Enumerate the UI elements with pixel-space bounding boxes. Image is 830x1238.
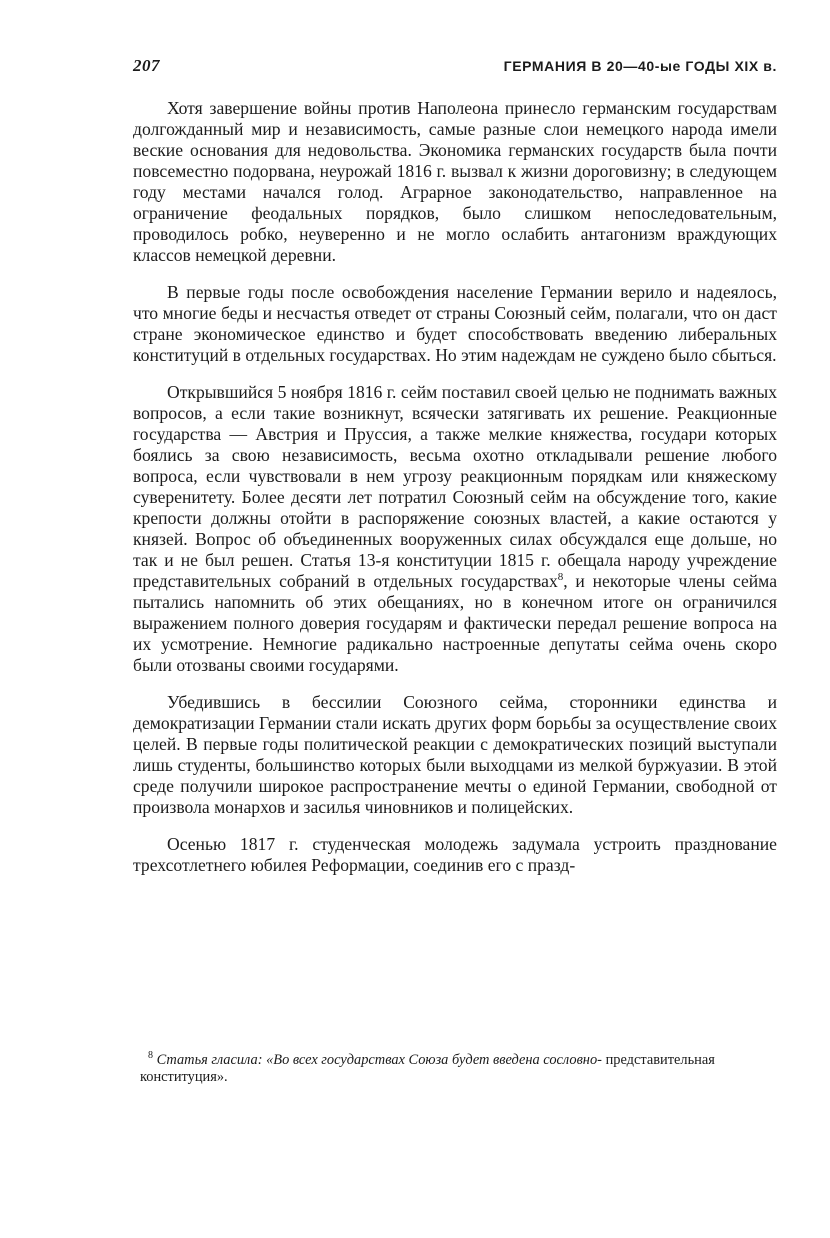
main-text (133, 98, 777, 892)
paragraph-5: Осенью 1817 г. студенческая молодежь задумала устроить празднование трехсотлетнего юбилея Реформации, соединив его с празд- (133, 834, 777, 875)
running-head: ГЕРМАНИЯ В 20—40-ые ГОДЫ XIX в. (503, 58, 777, 74)
paragraph-2: В первые годы после освобождения население Германии верило и надеялось, что многие беды и несчастья отведет от страны Союзный сейм, полагали, что он даст стране экономическое единство и будет способствовать введению либеральных конституций в отдельных государствах. Но этим надеждам не суждено было сбыться. (133, 282, 777, 365)
paragraph-3-part-1: Открывшийся 5 ноября 1816 г. сейм поставил своей целью не поднимать важных вопросов, а если такие возникнут, всячески затягивать их решение. Реакционные государства — Австрия и Пруссия, а также мелкие княжества, государи которых боялись за свою независимость, весьма охотно откладывали решение любого вопроса, если чувствовали в нем угрозу реакционным порядкам или княжескому суверенитету. Более десяти лет потратил Союзный сейм на обсуждение того, какие крепости должны отойти в распоряжение союзных властей, а какие остаются у князей. Вопрос об объединенных вооруженных силах обсуждался еще дольше, но так и не был решен. Статья 13-я конституции 1815 г. обещала народу учреждение представительных собраний в отдельных государствах (133, 382, 777, 591)
footnote (140, 1047, 776, 1087)
page-header (133, 56, 777, 82)
footnote-reference: 8 (557, 571, 564, 584)
paragraph-1: Хотя завершение войны против Наполеона принесло германским государствам долгожданный мир и независимость, самые разные слои немецкого народа имели веские основания для недовольства. Экономика германских государств была почти повсеместно подорвана, неурожай 1816 г. вызвал к жизни дороговизну; в следующем году местами начался голод. Аграрное законодательство, направленное на ограничение феодальных порядков, было слишком непоследовательным, проводилось робко, неуверенно и не могло ослабить антагонизм враждующих классов немецкой деревни. (133, 98, 777, 265)
paragraph-3 (133, 382, 777, 676)
page-number: 207 (133, 56, 160, 75)
paragraph-3-part-2: , и некоторые члены сейма пытались напомнить об этих обещаниях, но в конечном итоге он ограничился выражением полного доверия государям и фактически передал решение вопроса на их усмотрение. Немногие радикально настроенные депутаты сейма очень скоро были отозваны своими государями. (133, 571, 778, 675)
footnote-italic-text: Статья гласила: «Во всех государствах Союза будет введена сословно- (156, 1051, 602, 1068)
footnote-mark: 8 (148, 1050, 153, 1061)
footnote-text: представительная конституция». (140, 1051, 715, 1086)
paragraph-4: Убедившись в бессилии Союзного сейма, сторонники единства и демократизации Германии стали искать других форм борьбы за осуществление своих целей. В первые годы политической реакции с демократических позиций выступали лишь студенты, большинство которых были выходцами из мелкой буржуазии. В этой среде получили широкое распространение мечты о единой Германии, свободной от произвола монархов и засилья чиновников и полицейских. (133, 692, 777, 817)
